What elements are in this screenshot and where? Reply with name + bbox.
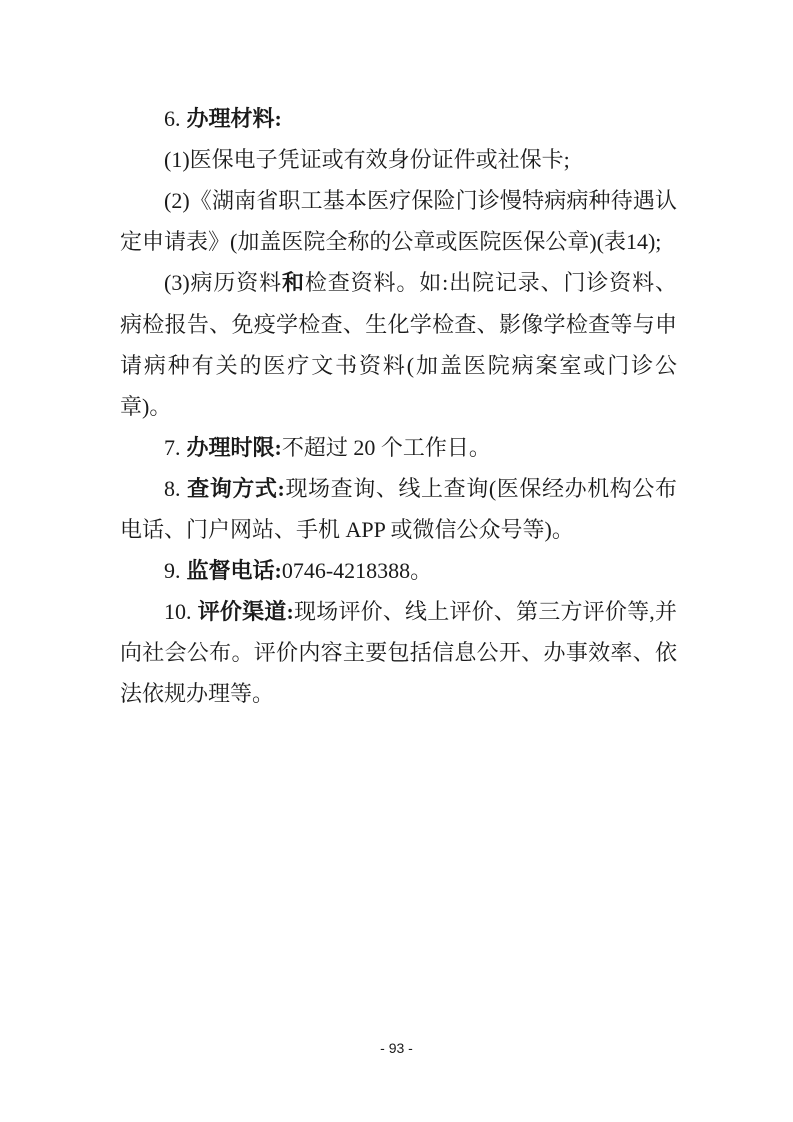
- item-label: 办理时限:: [186, 435, 282, 460]
- paragraph-text: (1)医保电子凭证或有效身份证件或社保卡;: [164, 147, 570, 172]
- item-label: 监督电话:: [186, 558, 282, 583]
- page-number: - 93 -: [380, 1040, 413, 1056]
- paragraph-text: (3)病历资料: [164, 270, 283, 295]
- paragraph-material-2: [120, 180, 677, 262]
- item-number: 8.: [164, 476, 181, 501]
- paragraph-material-3: [120, 262, 677, 427]
- paragraph-text: 不超过 20 个工作日。: [281, 435, 491, 460]
- item-number: 9.: [164, 558, 181, 583]
- paragraph-item-9-supervision-phone: [120, 550, 677, 591]
- item-number: 6.: [164, 106, 181, 131]
- item-label: 评价渠道:: [197, 599, 294, 624]
- paragraph-item-10-evaluation-channel: [120, 591, 677, 714]
- paragraph-item-7-time-limit: [120, 427, 677, 468]
- paragraph-text: 现场评价、线上评价、第三方评价等,并向社会公布。评价内容主要包括信息公开、办事效率、依法依规办理等。: [120, 599, 677, 706]
- page-footer: [0, 1040, 793, 1056]
- paragraph-text-alt-font: 和: [282, 270, 305, 296]
- paragraph-text: 现场查询、线上查询(医保经办机构公布电话、门户网站、手机 APP 或微信公众号等)。: [120, 476, 678, 542]
- paragraph-text: 检查资料。如:出院记录、门诊资料、病检报告、免疫学检查、生化学检查、影像学检查等与申请病种有关的医疗文书资料(加盖医院病案室或门诊公章)。: [120, 270, 677, 419]
- paragraph-text: (2)《湖南省职工基本医疗保险门诊慢特病病种待遇认定申请表》(加盖医院全称的公章或医院医保公章)(表14);: [120, 188, 677, 254]
- paragraph-material-1: [120, 139, 677, 180]
- phone-number-text: 0746-4218388。: [281, 558, 433, 583]
- paragraph-item-8-query-method: [120, 468, 677, 550]
- document-body: [120, 98, 677, 714]
- item-number: 10.: [164, 599, 192, 624]
- paragraph-item-6-heading: [120, 98, 677, 139]
- item-label: 办理材料:: [186, 106, 282, 131]
- item-number: 7.: [164, 435, 181, 460]
- item-label: 查询方式:: [186, 476, 285, 501]
